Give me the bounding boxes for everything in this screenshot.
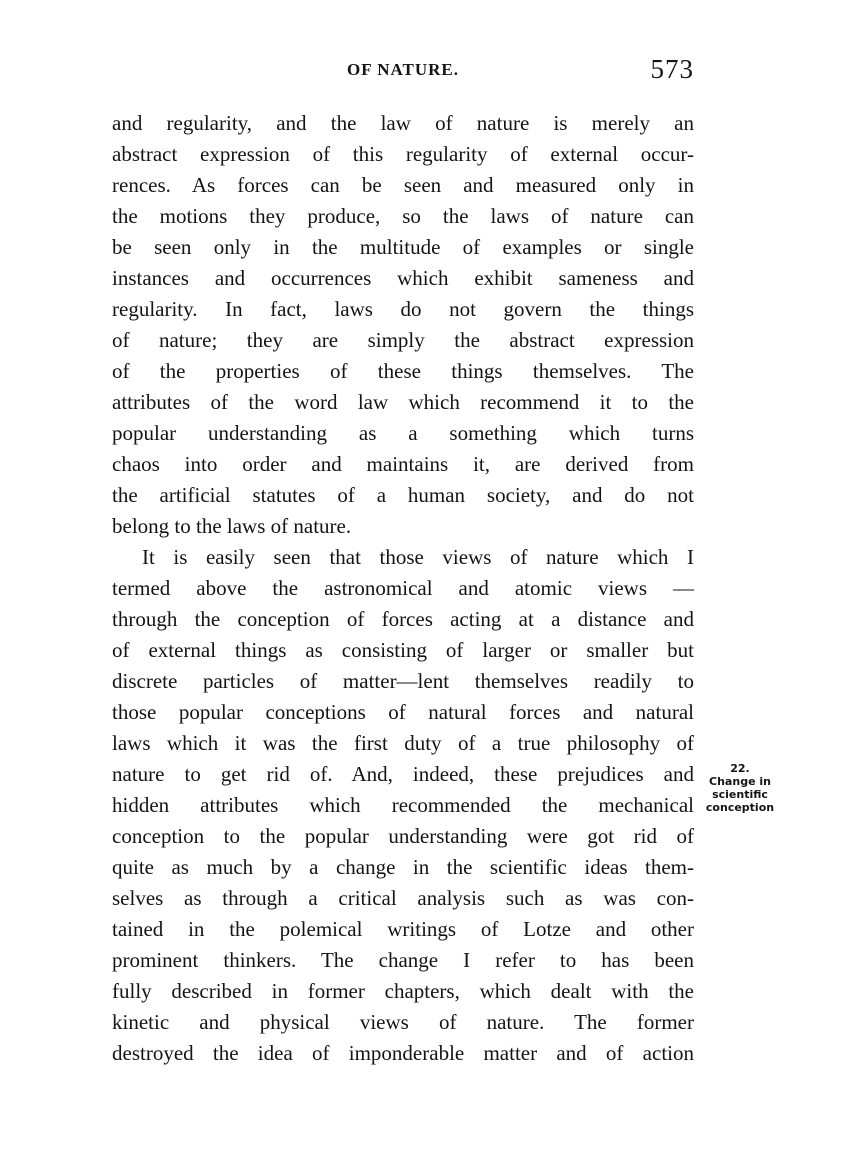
text-line: conception to the popular understanding were got rid of [112,824,694,848]
paragraph-start-line: It is easily seen that those views of nature which I [142,545,694,569]
margin-note-line: scientific [712,788,768,801]
text-line: discrete particles of matter—lent themselves readily to [112,669,694,693]
text-line: abstract expression of this regularity of external occur- [112,142,694,166]
margin-note-line: conception [705,801,775,814]
text-line: through the conception of forces acting at a distance and [112,607,694,631]
text-line: popular understanding as a something which turns [112,421,694,445]
text-line: instances and occurrences which exhibit sameness and [112,266,694,290]
text-line: the artificial statutes of a human society, and do not [112,483,694,507]
text-line: hidden attributes which recommended the mechanical [112,793,694,817]
text-line: of the properties of these things themselves. The [112,359,694,383]
body-text [112,108,694,1069]
margin-note [700,762,780,814]
text-line: those popular conceptions of natural forces and natural [112,700,694,724]
text-line: the motions they produce, so the laws of nature can [112,204,694,228]
text-line: destroyed the idea of imponderable matter and of action [112,1041,694,1065]
margin-note-line: Change in [709,775,771,788]
paragraph-end-line: belong to the laws of nature. [112,514,352,538]
text-line: be seen only in the multitude of examples or single [112,235,694,259]
text-line: attributes of the word law which recommend it to the [112,390,694,414]
text-line: and regularity, and the law of nature is merely an [112,111,694,135]
page-number: 573 [650,54,694,84]
text-line: chaos into order and maintains it, are derived from [112,452,694,476]
text-line: termed above the astronomical and atomic views — [112,576,694,600]
running-head: OF NATURE. [347,60,459,79]
text-line: regularity. In fact, laws do not govern the things [112,297,694,321]
text-line: laws which it was the first duty of a true philosophy of [112,731,694,755]
text-line: fully described in former chapters, which dealt with the [112,979,694,1003]
text-line: rences. As forces can be seen and measured only in [112,173,694,197]
text-line: selves as through a critical analysis such as was con- [112,886,694,910]
text-line: kinetic and physical views of nature. The former [112,1010,694,1034]
text-line: of external things as consisting of larger or smaller but [112,638,694,662]
margin-note-number: 22. [730,762,750,775]
text-line: quite as much by a change in the scientific ideas them- [112,855,694,879]
text-line: prominent thinkers. The change I refer to has been [112,948,694,972]
text-line: nature to get rid of. And, indeed, these prejudices and [112,762,694,786]
text-line: of nature; they are simply the abstract expression [112,328,694,352]
text-line: tained in the polemical writings of Lotze and other [112,917,694,941]
page-header [112,54,694,94]
